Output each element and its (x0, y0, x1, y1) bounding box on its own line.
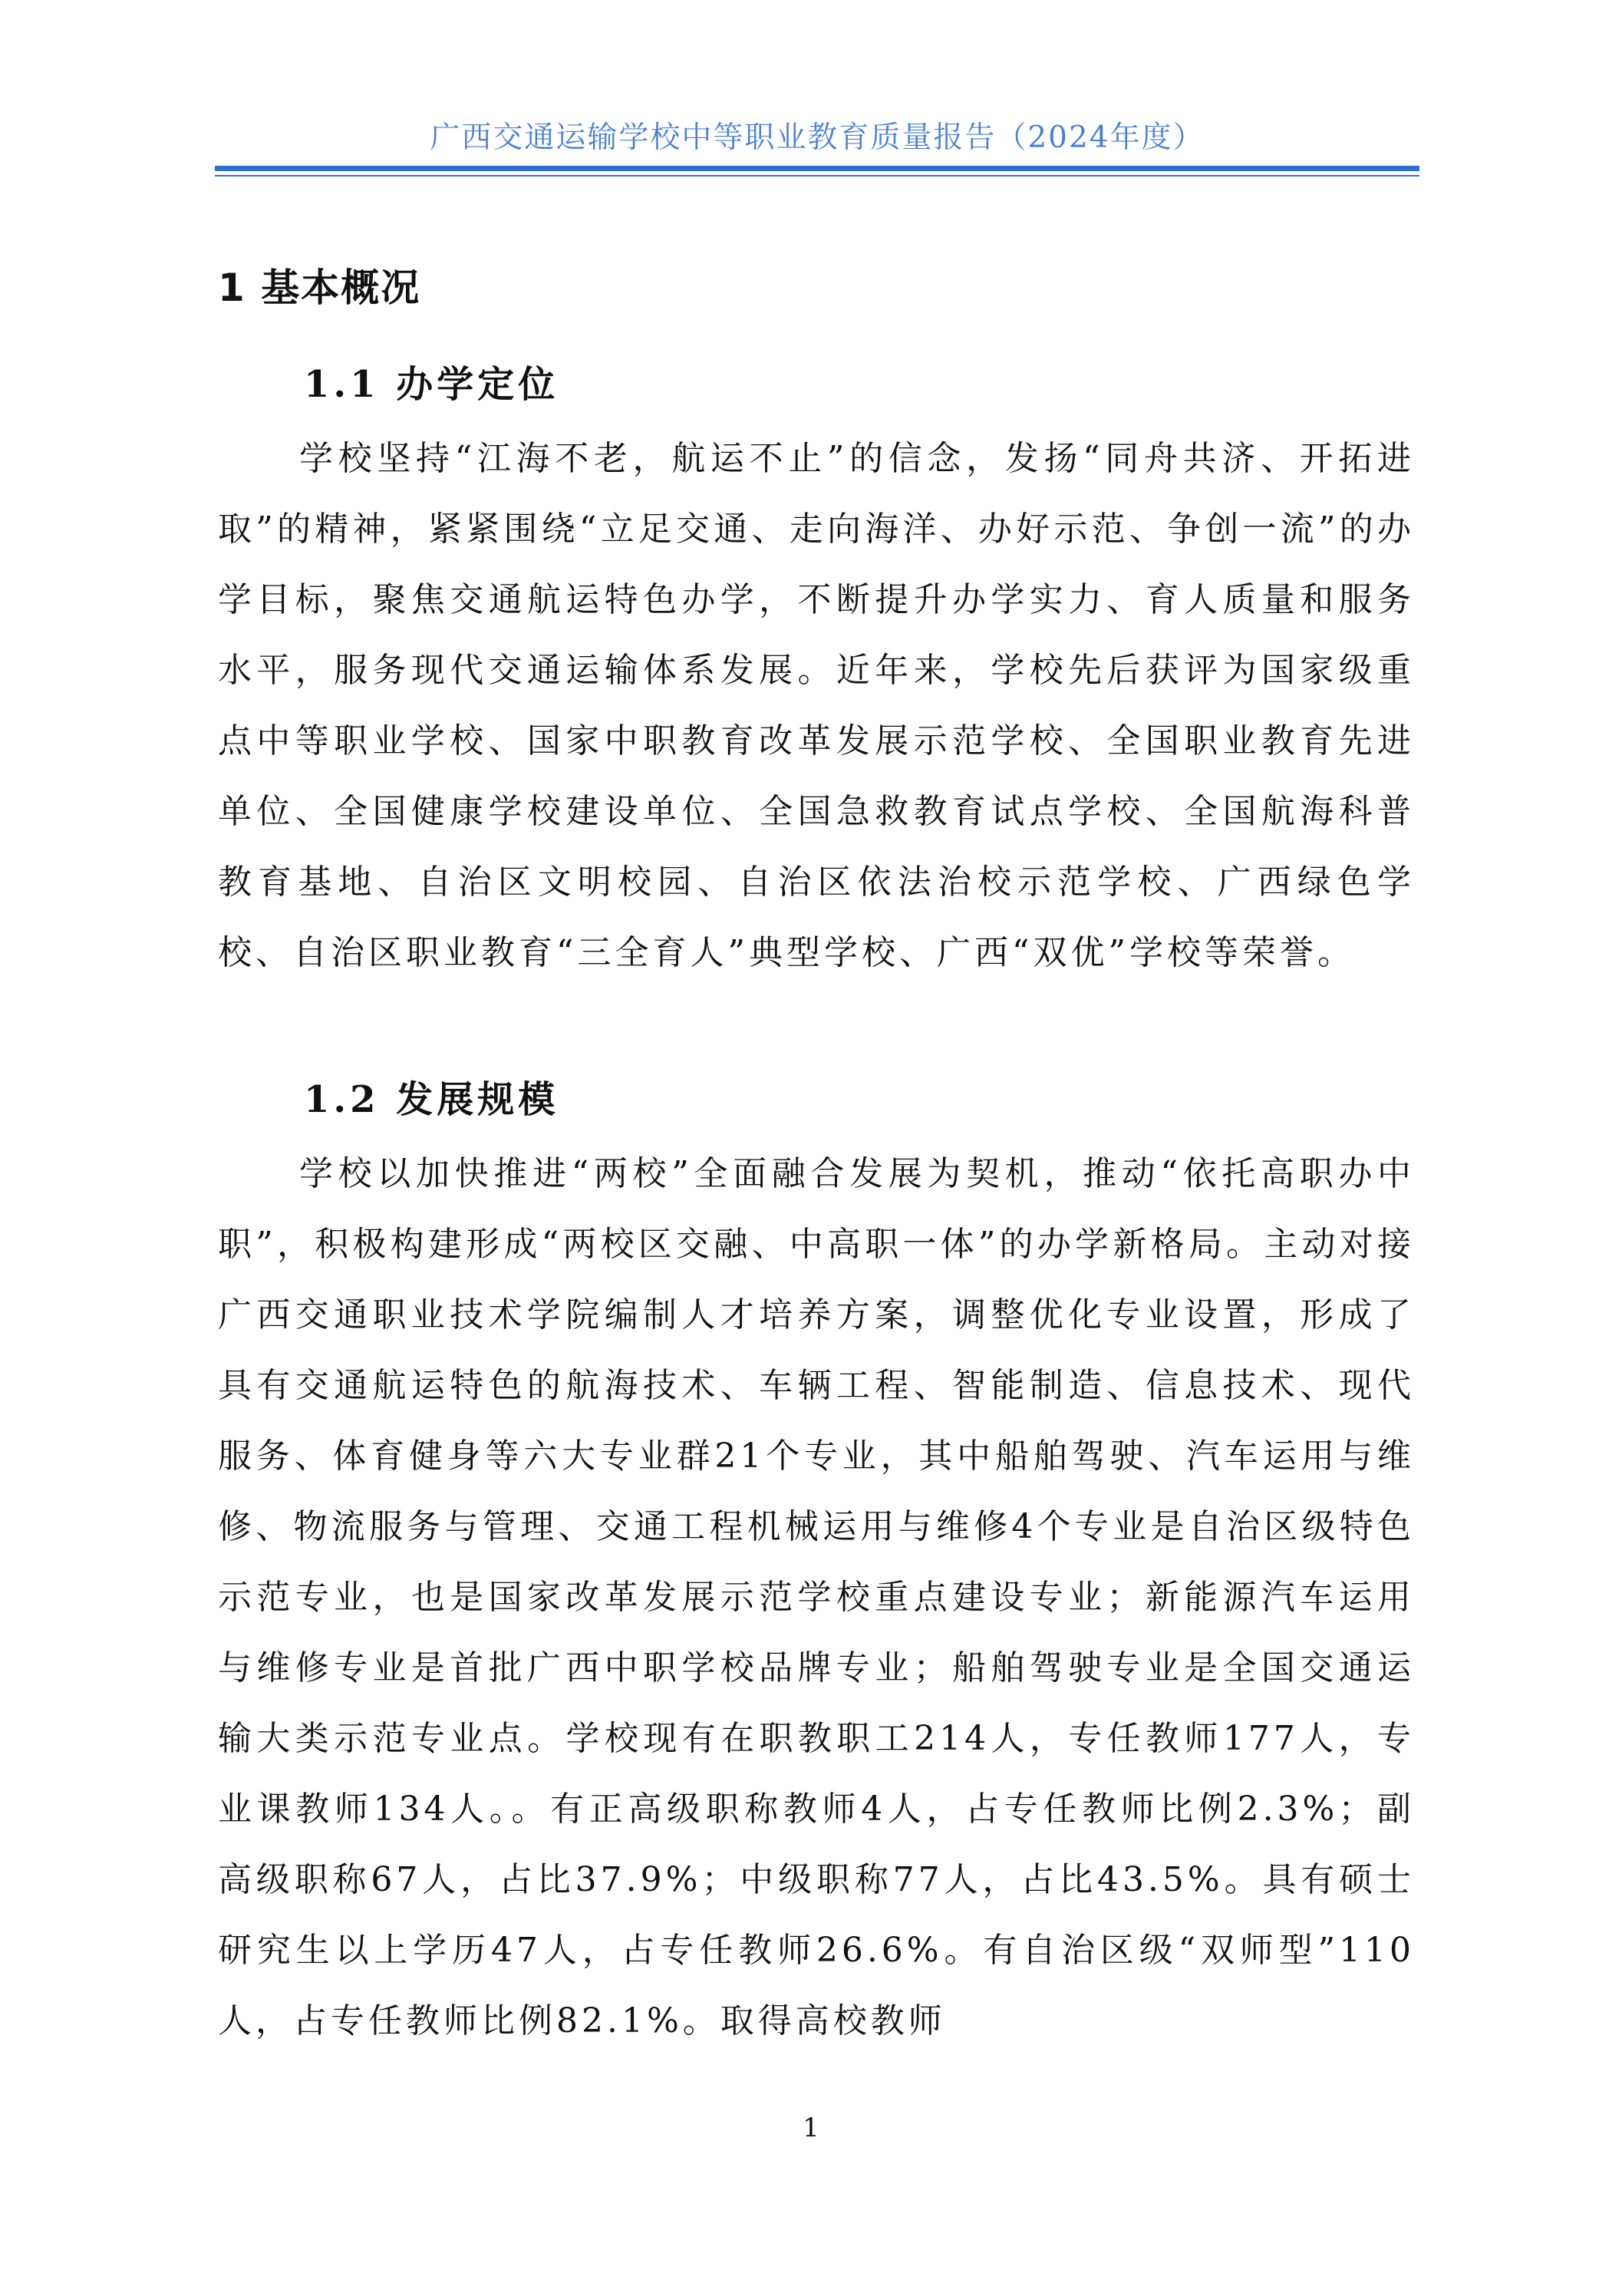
header-rule-thin (215, 175, 1419, 176)
paragraph-development-scale: 学校以加快推进“两校”全面融合发展为契机，推动“依托高职办中职”，积极构建形成“两校区交融、中高职一体”的办学新格局。主动对接广西交通职业技术学院编制人才培养方案，调整优化专业设置，形成了具有交通航运特色的航海技术、车辆工程、智能制造、信息技术、现代服务、体育健身等六大专业群21个专业，其中船舶驾驶、汽车运用与维修、物流服务与管理、交通工程机械运用与维修4个专业是自治区级特色示范专业，也是国家改革发展示范学校重点建设专业；新能源汽车运用与维修专业是首批广西中职学校品牌专业；船舶驾驶专业是全国交通运输大类示范专业点。学校现有在职教职工214人，专任教师177人，专业课教师134人。。有正高级职称教师4人，占专任教师比例2.3%；副高级职称67人，占比37.9%；中级职称77人，占比43.5%。具有硕士研究生以上学历47人，占专任教师26.6%。有自治区级“双师型”110人，占专任教师比例82.1%。取得高校教师 (218, 1154, 1415, 2040)
section-heading-1-2: 1.2 发展规模 (304, 1078, 559, 1121)
page-header-title: 广西交通运输学校中等职业教育质量报告（2024年度） (430, 120, 1205, 155)
header-rule-thick (215, 166, 1419, 171)
section-heading-1: 1 基本概况 (218, 266, 421, 310)
page-number: 1 (803, 2113, 819, 2143)
section-heading-1-1: 1.1 办学定位 (304, 363, 559, 406)
paragraph-school-positioning: 学校坚持“江海不老，航运不止”的信念，发扬“同舟共济、开拓进取”的精神，紧紧围绕“立足交通、走向海洋、办好示范、争创一流”的办学目标，聚焦交通航运特色办学，不断提升办学实力、育人质量和服务水平，服务现代交通运输体系发展。近年来，学校先后获评为国家级重点中等职业学校、国家中职教育改革发展示范学校、全国职业教育先进单位、全国健康学校建设单位、全国急救教育试点学校、全国航海科普教育基地、自治区文明校园、自治区依法治校示范学校、广西绿色学校、自治区职业教育“三全育人”典型学校、广西“双优”学校等荣誉。 (218, 439, 1415, 972)
